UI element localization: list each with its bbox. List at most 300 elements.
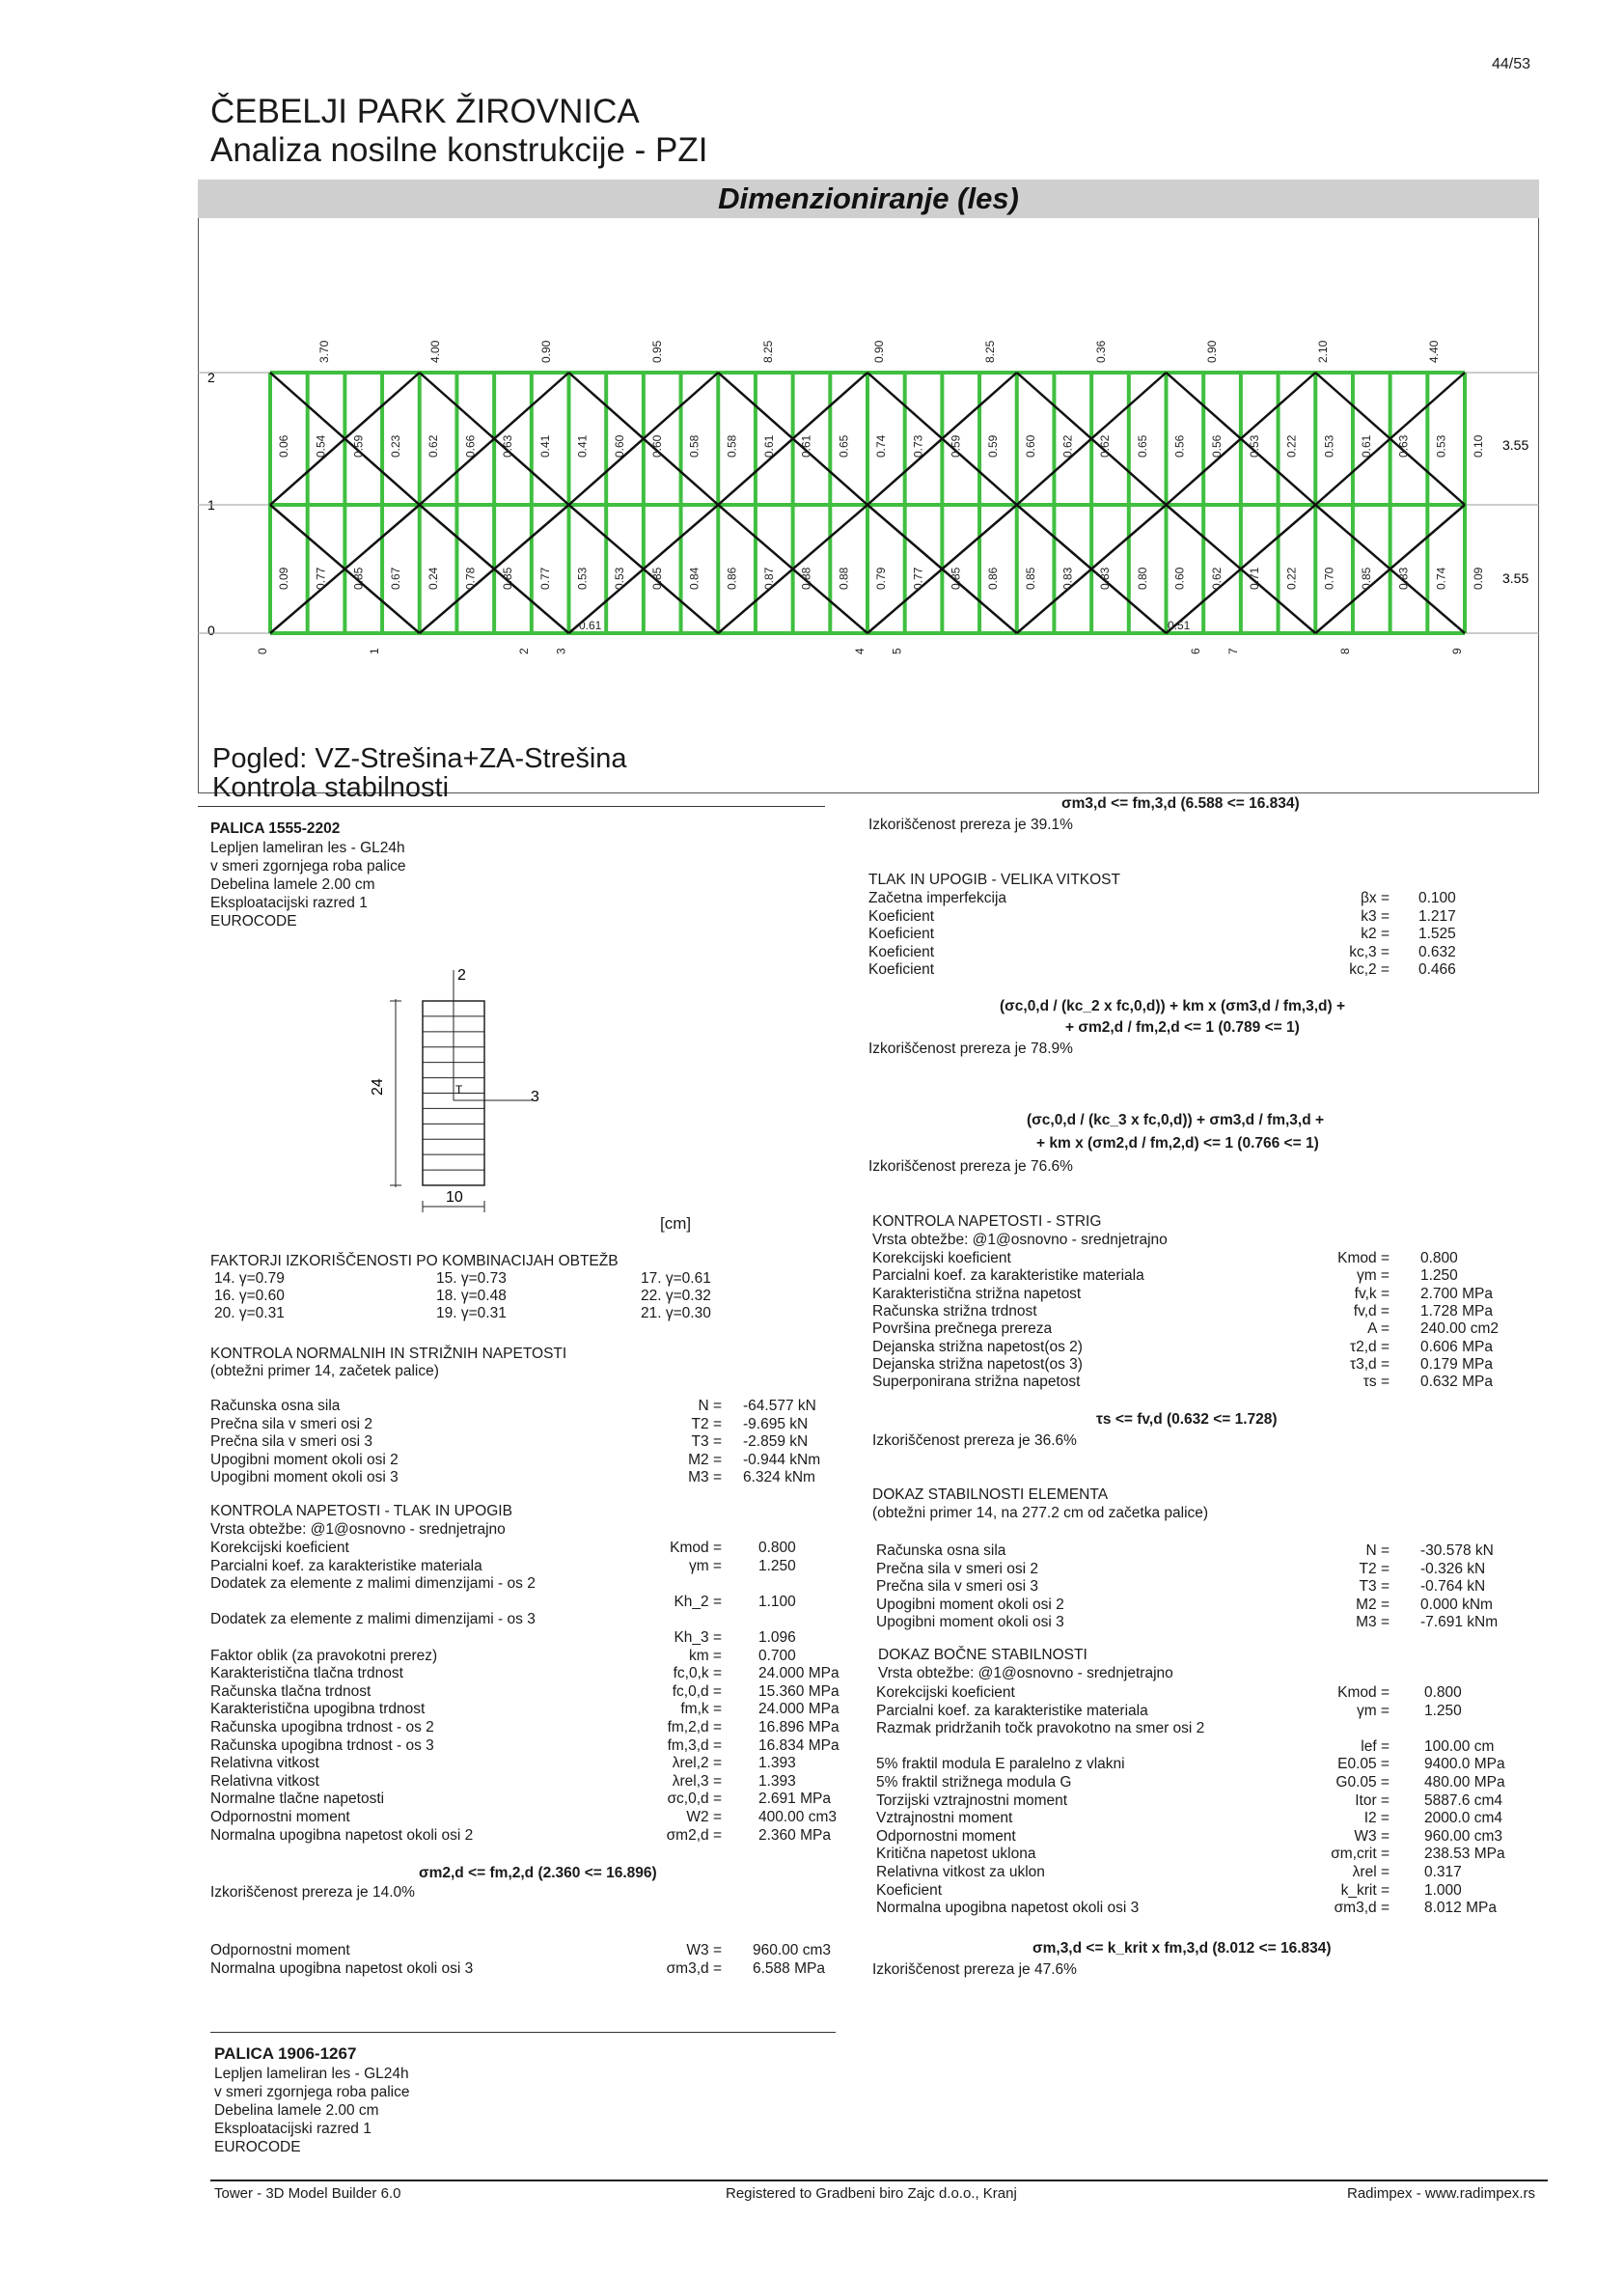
row-symbol: A = xyxy=(1367,1320,1390,1338)
row-value: -9.695 kN xyxy=(743,1415,809,1432)
ratio-label: 0.65 xyxy=(1135,434,1149,458)
extra-label: 3.70 xyxy=(317,340,331,363)
row-label: Koeficient xyxy=(868,943,935,960)
extra-label: 8.25 xyxy=(983,340,997,363)
row-label: Vztrajnostni moment xyxy=(876,1810,1013,1827)
row-label: 5% fraktil modula E paralelno z vlakni xyxy=(876,1756,1125,1773)
ratio-label: 0.73 xyxy=(911,434,925,458)
row-label: Relativna vitkost za uklon xyxy=(876,1864,1045,1880)
ratio-label: 0.56 xyxy=(1172,434,1187,458)
row-label: Karakteristična tlačna trdnost xyxy=(210,1665,403,1682)
extra-label: 0.36 xyxy=(1094,340,1108,363)
node-label: 2 xyxy=(516,648,531,654)
compression-load: Vrsta obtežbe: @1@osnovno - srednjetrajno xyxy=(210,1521,506,1538)
row-label-0: 0 xyxy=(207,623,215,638)
ratio-label: 0.60 xyxy=(613,434,627,458)
row-value: 0.317 xyxy=(1424,1864,1462,1880)
row-label: Začetna imperfekcija xyxy=(868,890,1007,906)
node-label: 3 xyxy=(554,648,568,654)
ratio-label: 0.70 xyxy=(1322,567,1336,590)
document-subtitle: Analiza nosilne konstrukcije - PZI xyxy=(210,131,708,169)
ratio-label: 0.77 xyxy=(314,567,328,590)
row-symbol: k_krit = xyxy=(1340,1881,1390,1899)
utilization-2: Izkoriščenost prereza je 76.6% xyxy=(868,1158,1073,1175)
row-label: Površina prečnega prereza xyxy=(872,1320,1053,1338)
row-value: 960.00 cm3 xyxy=(753,1942,831,1958)
ratio-label: 0.74 xyxy=(874,434,888,458)
row-label: Odpornostni moment xyxy=(210,1809,350,1825)
row-value: 0.606 MPa xyxy=(1420,1338,1493,1355)
ratio-label: 0.62 xyxy=(426,434,440,458)
row-symbol: km = xyxy=(688,1647,722,1664)
row-label: Koeficient xyxy=(868,907,935,925)
row-label: Relativna vitkost xyxy=(210,1772,319,1790)
extra-label: 0.90 xyxy=(872,340,886,363)
shear-title: KONTROLA NAPETOSTI - STRIG xyxy=(872,1213,1102,1230)
ratio-label: 0.87 xyxy=(761,567,776,590)
node-label: 4 xyxy=(853,648,867,654)
row-symbol: fm,2,d = xyxy=(667,1719,722,1736)
ratio-label: 0.77 xyxy=(537,567,552,590)
ratio-label: 0.88 xyxy=(837,567,851,590)
row-label: Razmak pridržanih točk pravokotno na smer osi 2 xyxy=(876,1720,1205,1737)
row-value: 1.100 xyxy=(758,1593,796,1610)
ratio-label: 0.59 xyxy=(351,434,366,458)
row-value: 240.00 cm2 xyxy=(1420,1320,1499,1338)
row-symbol: M2 = xyxy=(688,1451,722,1468)
ratio-label: 0.62 xyxy=(1098,434,1113,458)
row-symbol: M2 = xyxy=(1356,1596,1390,1613)
row-label: Koeficient xyxy=(868,961,935,979)
row-label: Prečna sila v smeri osi 3 xyxy=(876,1578,1038,1595)
row-value: 1.393 xyxy=(758,1772,796,1790)
row-value: 16.834 MPa xyxy=(758,1736,840,1754)
extra-label: 4.40 xyxy=(1427,340,1441,363)
row-symbol: τs = xyxy=(1363,1374,1390,1391)
row-value: -0.944 kNm xyxy=(743,1451,821,1468)
ratio-label: 0.83 xyxy=(1060,567,1075,590)
ratio-label: 0.79 xyxy=(874,567,888,590)
row-label: Dejanska strižna napetost(os 2) xyxy=(872,1338,1083,1355)
row-value: 1.096 xyxy=(758,1629,796,1646)
ratio-label: 0.86 xyxy=(725,567,739,590)
extra-label: 0.90 xyxy=(1205,340,1219,363)
row-value: 1.250 xyxy=(1420,1267,1458,1285)
row-value: -64.577 kN xyxy=(743,1398,816,1414)
row-value: 238.53 MPa xyxy=(1424,1846,1505,1863)
row-label: Torzijski vztrajnostni moment xyxy=(876,1791,1068,1809)
ratio-label: 0.85 xyxy=(949,567,963,590)
utilization-1: Izkoriščenost prereza je 78.9% xyxy=(868,1041,1073,1057)
extra-label: 0.90 xyxy=(539,340,553,363)
row-label: Odpornostni moment xyxy=(876,1827,1016,1845)
row-value: 960.00 cm3 xyxy=(1424,1827,1502,1845)
row-label: Upogibni moment okoli osi 3 xyxy=(210,1469,399,1486)
ratio-label: 0.62 xyxy=(1060,434,1075,458)
ratio-label: 0.23 xyxy=(389,434,403,458)
ratio-label: 0.61 xyxy=(1359,434,1373,458)
row-symbol: λrel,2 = xyxy=(672,1755,722,1772)
axis-3-label: 3 xyxy=(531,1089,539,1105)
shear-check: τs <= fv,d (0.632 <= 1.728) xyxy=(1096,1411,1278,1428)
row-symbol: λrel,3 = xyxy=(672,1772,722,1790)
util-factor: 16. γ=0.60 xyxy=(214,1288,285,1304)
row-value: 6.588 MPa xyxy=(753,1959,825,1977)
row-label: Karakteristična upogibna trdnost xyxy=(210,1701,426,1718)
row-symbol: k3 = xyxy=(1361,907,1390,925)
row-label: Korekcijski koeficient xyxy=(872,1250,1011,1266)
ratio-label: 0.54 xyxy=(314,434,328,458)
row-symbol: fv,d = xyxy=(1353,1302,1390,1319)
section-width-label: 10 xyxy=(446,1189,463,1206)
member-line: Lepljen lameliran les - GL24h xyxy=(210,840,405,856)
ratio-label: 0.85 xyxy=(351,567,366,590)
member-line: Eksploatacijski razred 1 xyxy=(210,895,368,911)
row-label: Parcialni koef. za karakteristike materiala xyxy=(210,1557,482,1574)
row-value: 1.250 xyxy=(1424,1702,1462,1719)
util-factor: 14. γ=0.79 xyxy=(214,1270,285,1287)
ratio-label: 0.62 xyxy=(1210,567,1225,590)
row-value: 2.691 MPa xyxy=(758,1791,831,1808)
row-label: Normalna upogibna napetost okoli osi 2 xyxy=(210,1826,474,1844)
formula-1b: + σm2,d / fm,2,d <= 1 (0.789 <= 1) xyxy=(1065,1019,1300,1036)
member2-line: Debelina lamele 2.00 cm xyxy=(214,2102,379,2119)
row-symbol: kc,3 = xyxy=(1349,943,1390,960)
row-value: 0.632 xyxy=(1418,943,1456,960)
util-factor: 21. γ=0.30 xyxy=(641,1305,711,1321)
row-label: Dodatek za elemente z malimi dimenzijami - os 2 xyxy=(210,1575,536,1593)
row-label: Prečna sila v smeri osi 3 xyxy=(210,1433,372,1450)
row-label: Korekcijski koeficient xyxy=(210,1540,349,1556)
row-value: 1.217 xyxy=(1418,907,1456,925)
row-label: Računska upogibna trdnost - os 3 xyxy=(210,1736,434,1754)
unit-label: [cm] xyxy=(660,1214,692,1233)
ratio-label: 0.41 xyxy=(537,434,552,458)
ratio-label: 0.77 xyxy=(911,567,925,590)
row-label: Računska strižna trdnost xyxy=(872,1302,1037,1319)
row-value: 6.324 kNm xyxy=(743,1469,815,1486)
utilization-m3: Izkoriščenost prereza je 39.1% xyxy=(868,817,1073,833)
formula-2b: + km x (σm2,d / fm,2,d) <= 1 (0.766 <= 1) xyxy=(1036,1135,1319,1152)
ratio-label: 0.22 xyxy=(1284,434,1299,458)
row-symbol: kc,2 = xyxy=(1349,961,1390,979)
row-label: Računska osna sila xyxy=(876,1542,1006,1559)
extra-label: 0.61 xyxy=(579,619,602,632)
row-label: Računska upogibna trdnost - os 2 xyxy=(210,1719,434,1736)
util-factor: 20. γ=0.31 xyxy=(214,1305,285,1321)
member-line: EUROCODE xyxy=(210,913,297,930)
row-label: Prečna sila v smeri osi 2 xyxy=(210,1415,372,1432)
ratio-label: 0.53 xyxy=(613,567,627,590)
ratio-label: 0.71 xyxy=(1247,567,1261,590)
row-label: Parcialni koef. za karakteristike materiala xyxy=(876,1702,1148,1719)
ratio-label: 0.78 xyxy=(463,567,478,590)
member-line: Debelina lamele 2.00 cm xyxy=(210,876,375,893)
footer-right: Radimpex - www.radimpex.rs xyxy=(1347,2185,1536,2202)
ratio-label: 0.60 xyxy=(649,434,664,458)
extra-label: 0.95 xyxy=(650,340,664,363)
node-label: 1 xyxy=(368,648,382,654)
row-value: -30.578 kN xyxy=(1420,1542,1494,1559)
ratio-label: 0.86 xyxy=(986,567,1001,590)
row-label: Upogibni moment okoli osi 3 xyxy=(876,1614,1064,1630)
ratio-label: 0.83 xyxy=(1098,567,1113,590)
row-symbol: W3 = xyxy=(686,1942,722,1958)
ratio-label: 0.60 xyxy=(1172,567,1187,590)
svg-text:T: T xyxy=(455,1083,463,1097)
ratio-label: 0.24 xyxy=(426,567,440,590)
row-value: 2.360 MPa xyxy=(758,1826,831,1844)
row-symbol: βx = xyxy=(1360,890,1390,906)
utilization-lt: Izkoriščenost prereza je 47.6% xyxy=(872,1961,1077,1978)
row-label: Upogibni moment okoli osi 2 xyxy=(876,1596,1064,1613)
check-m2: σm2,d <= fm,2,d (2.360 <= 16.896) xyxy=(419,1865,657,1881)
ratio-label: 0.53 xyxy=(1322,434,1336,458)
row-symbol: I2 = xyxy=(1363,1810,1390,1827)
ratio-label: 0.74 xyxy=(1434,567,1448,590)
shear-load: Vrsta obtežbe: @1@osnovno - srednjetrajno xyxy=(872,1232,1168,1248)
row-value: 2000.0 cm4 xyxy=(1424,1810,1502,1827)
row-label: Dodatek za elemente z malimi dimenzijami - os 3 xyxy=(210,1611,536,1628)
ratio-label: 0.61 xyxy=(761,434,776,458)
ratio-label: 0.84 xyxy=(687,567,702,590)
row-label: Normalne tlačne napetosti xyxy=(210,1791,385,1808)
row-value: 24.000 MPa xyxy=(758,1701,840,1718)
ratio-label: 0.85 xyxy=(501,567,515,590)
row-value: -0.326 kN xyxy=(1420,1560,1486,1577)
axis-2-label: 2 xyxy=(457,967,466,984)
row-value: 1.525 xyxy=(1418,926,1456,943)
row-symbol: W3 = xyxy=(1354,1827,1390,1845)
row-symbol: G0.05 = xyxy=(1335,1774,1390,1791)
lt-check: σm,3,d <= k_krit x fm,3,d (8.012 <= 16.834) xyxy=(1032,1940,1332,1957)
row-value: 2.700 MPa xyxy=(1420,1285,1493,1302)
row-value: 0.800 xyxy=(1424,1684,1462,1701)
section-title: Kontrola stabilnosti xyxy=(212,772,450,803)
row-label: Normalna upogibna napetost okoli osi 3 xyxy=(210,1959,474,1977)
row-value: -0.764 kN xyxy=(1420,1578,1486,1595)
page-number: 44/53 xyxy=(1492,56,1531,72)
member2-title: PALICA 1906-1267 xyxy=(214,2044,357,2063)
ratio-label: 0.10 xyxy=(1472,434,1485,458)
node-label: 5 xyxy=(890,648,904,654)
row-symbol: T3 = xyxy=(691,1433,722,1450)
row-symbol: N = xyxy=(698,1398,722,1414)
footer-left: Tower - 3D Model Builder 6.0 xyxy=(214,2185,401,2202)
row-value: 0.100 xyxy=(1418,890,1456,906)
member-title: PALICA 1555-2202 xyxy=(210,820,341,837)
ratio-label: 0.22 xyxy=(1284,567,1299,590)
row-label: Superponirana strižna napetost xyxy=(872,1374,1081,1391)
row-symbol: T2 = xyxy=(691,1415,722,1432)
ratio-label: 0.85 xyxy=(649,567,664,590)
row-symbol: τ2,d = xyxy=(1349,1338,1390,1355)
row-value: 0.466 xyxy=(1418,961,1456,979)
row-symbol: k2 = xyxy=(1361,926,1390,943)
row-symbol: N = xyxy=(1365,1542,1390,1559)
ratio-label: 0.61 xyxy=(799,434,813,458)
row-label: Faktor oblik (za pravokotni prerez) xyxy=(210,1647,438,1664)
ratio-label: 0.85 xyxy=(1359,567,1373,590)
row-symbol: γm = xyxy=(1356,1267,1390,1285)
member2-line: v smeri zgornjega roba palice xyxy=(214,2084,410,2100)
truss-diagram xyxy=(198,218,1539,720)
node-label: 7 xyxy=(1225,648,1240,654)
footer-center: Registered to Gradbeni biro Zajc d.o.o., Kranj xyxy=(726,2185,1017,2202)
row-label: Koeficient xyxy=(876,1881,943,1899)
row-symbol: M3 = xyxy=(688,1469,722,1486)
row-value: 0.179 MPa xyxy=(1420,1355,1493,1373)
util-factors-title: FAKTORJI IZKORIŠČENOSTI PO KOMBINACIJAH OBTEŽB xyxy=(210,1253,619,1269)
row-value: 480.00 MPa xyxy=(1424,1774,1505,1791)
row-symbol: σm2,d = xyxy=(666,1826,722,1844)
slender-title: TLAK IN UPOGIB - VELIKA VITKOST xyxy=(868,872,1120,888)
row-symbol: T2 = xyxy=(1359,1560,1390,1577)
formula-2a: (σc,0,d / (kc_3 x fc,0,d)) + σm3,d / fm,3,d + xyxy=(1027,1112,1325,1128)
row-symbol: γm = xyxy=(688,1557,722,1574)
ratio-label: 0.63 xyxy=(501,434,515,458)
util-factor: 22. γ=0.32 xyxy=(641,1288,711,1304)
row-value: 8.012 MPa xyxy=(1424,1900,1497,1917)
row-label-1: 1 xyxy=(207,497,215,513)
row-label: Dejanska strižna napetost(os 3) xyxy=(872,1355,1083,1373)
extra-label: 8.25 xyxy=(761,340,775,363)
row-label: Normalna upogibna napetost okoli osi 3 xyxy=(876,1900,1140,1917)
row-label: Korekcijski koeficient xyxy=(876,1684,1015,1701)
row-value: 16.896 MPa xyxy=(758,1719,840,1736)
normal-shear-subtitle: (obtežni primer 14, začetek palice) xyxy=(210,1363,439,1379)
row-value: 1.728 MPa xyxy=(1420,1302,1493,1319)
row-symbol: σm3,d = xyxy=(1334,1900,1390,1917)
ratio-label: 0.66 xyxy=(463,434,478,458)
right-value-top: 3.55 xyxy=(1502,437,1529,453)
divider xyxy=(210,2032,836,2033)
member2-line: Lepljen lameliran les - GL24h xyxy=(214,2066,409,2082)
view-label: Pogled: VZ-Strešina+ZA-Strešina xyxy=(212,743,627,774)
row-symbol: M3 = xyxy=(1356,1614,1390,1630)
row-symbol: fv,k = xyxy=(1354,1285,1390,1302)
row-symbol: σc,0,d = xyxy=(667,1791,722,1808)
normal-shear-title: KONTROLA NORMALNIH IN STRIŽNIH NAPETOSTI xyxy=(210,1346,567,1362)
member-line: v smeri zgornjega roba palice xyxy=(210,858,406,875)
ratio-label: 0.06 xyxy=(277,434,290,458)
node-label: 6 xyxy=(1189,648,1203,654)
row-value: 400.00 cm3 xyxy=(758,1809,837,1825)
ratio-label: 0.59 xyxy=(949,434,963,458)
project-title: ČEBELJI PARK ŽIROVNICA xyxy=(210,93,640,130)
row-symbol: fm,3,d = xyxy=(667,1736,722,1754)
ratio-label: 0.09 xyxy=(1472,567,1485,590)
row-symbol: fm,k = xyxy=(680,1701,722,1718)
section-height-label: 24 xyxy=(370,1078,386,1096)
row-value: 9400.0 MPa xyxy=(1424,1756,1505,1773)
row-symbol: γm = xyxy=(1356,1702,1390,1719)
row-value: 1.393 xyxy=(758,1755,796,1772)
row-symbol: Kmod = xyxy=(670,1540,722,1556)
row-symbol: Itor = xyxy=(1355,1791,1390,1809)
node-label: 8 xyxy=(1337,648,1352,654)
row-value: 0.800 xyxy=(758,1540,796,1556)
lt-title: DOKAZ BOČNE STABILNOSTI xyxy=(878,1647,1087,1663)
cross-section-drawing xyxy=(367,960,560,1231)
row-value: -7.691 kNm xyxy=(1420,1614,1499,1630)
row-symbol: τ3,d = xyxy=(1349,1355,1390,1373)
row-symbol: Kh_3 = xyxy=(674,1629,722,1646)
row-label: Računska osna sila xyxy=(210,1398,341,1414)
row-label: Računska tlačna trdnost xyxy=(210,1682,372,1700)
row-value: 100.00 cm xyxy=(1424,1737,1495,1755)
row-symbol: W2 = xyxy=(686,1809,722,1825)
ratio-label: 0.41 xyxy=(575,434,590,458)
row-symbol: Kh_2 = xyxy=(674,1593,722,1610)
node-label: 9 xyxy=(1450,648,1464,654)
compression-title: KONTROLA NAPETOSTI - TLAK IN UPOGIB xyxy=(210,1503,512,1519)
row-symbol: Kmod = xyxy=(1337,1250,1390,1266)
utilization-m2: Izkoriščenost prereza je 14.0% xyxy=(210,1884,415,1901)
member2-line: Eksploatacijski razred 1 xyxy=(214,2121,372,2137)
row-value: 1.000 xyxy=(1424,1881,1462,1899)
row-symbol: σm,crit = xyxy=(1331,1846,1390,1863)
row-label: Kritična napetost uklona xyxy=(876,1846,1036,1863)
util-factor: 17. γ=0.61 xyxy=(641,1270,711,1287)
row-label: Parcialni koef. za karakteristike materiala xyxy=(872,1267,1144,1285)
row-value: 15.360 MPa xyxy=(758,1682,840,1700)
row-symbol: Kmod = xyxy=(1337,1684,1390,1701)
check-m3: σm3,d <= fm,3,d (6.588 <= 16.834) xyxy=(1061,795,1300,812)
util-factor: 19. γ=0.31 xyxy=(436,1305,507,1321)
row-symbol: fc,0,k = xyxy=(673,1665,722,1682)
row-label: Koeficient xyxy=(868,926,935,943)
extra-label: 0.51 xyxy=(1168,619,1191,632)
row-label: Relativna vitkost xyxy=(210,1755,319,1772)
row-symbol: λrel = xyxy=(1352,1864,1390,1880)
row-value: 0.000 kNm xyxy=(1420,1596,1493,1613)
row-value: 1.250 xyxy=(758,1557,796,1574)
ratio-label: 0.53 xyxy=(1434,434,1448,458)
util-factor: 15. γ=0.73 xyxy=(436,1270,507,1287)
ratio-label: 0.53 xyxy=(575,567,590,590)
util-factor: 18. γ=0.48 xyxy=(436,1288,507,1304)
row-symbol: lef = xyxy=(1361,1737,1390,1755)
ratio-label: 0.59 xyxy=(986,434,1001,458)
row-value: 0.700 xyxy=(758,1647,796,1664)
footer-rule xyxy=(210,2180,1548,2181)
row-value: 5887.6 cm4 xyxy=(1424,1791,1502,1809)
row-value: 0.800 xyxy=(1420,1250,1458,1266)
row-symbol: T3 = xyxy=(1359,1578,1390,1595)
ratio-label: 0.63 xyxy=(1396,434,1411,458)
ratio-label: 0.80 xyxy=(1135,567,1149,590)
utilization-shear: Izkoriščenost prereza je 36.6% xyxy=(872,1432,1077,1449)
row-label: Karakteristična strižna napetost xyxy=(872,1285,1082,1302)
ratio-label: 0.88 xyxy=(799,567,813,590)
ratio-label: 0.09 xyxy=(277,567,290,590)
ratio-label: 0.58 xyxy=(687,434,702,458)
row-label-2: 2 xyxy=(207,370,215,385)
row-label: Upogibni moment okoli osi 2 xyxy=(210,1451,399,1468)
ratio-label: 0.67 xyxy=(389,567,403,590)
ratio-label: 0.53 xyxy=(1247,434,1261,458)
formula-1a: (σc,0,d / (kc_2 x fc,0,d)) + km x (σm3,d / fm,3,d) + xyxy=(1000,998,1346,1014)
divider xyxy=(198,806,825,807)
lt-load: Vrsta obtežbe: @1@osnovno - srednjetrajno xyxy=(878,1665,1173,1681)
row-symbol: σm3,d = xyxy=(666,1959,722,1977)
ratio-label: 0.65 xyxy=(837,434,851,458)
row-value: 24.000 MPa xyxy=(758,1665,840,1682)
extra-label: 2.10 xyxy=(1316,340,1330,363)
ratio-label: 0.85 xyxy=(1023,567,1037,590)
ratio-label: 0.83 xyxy=(1396,567,1411,590)
